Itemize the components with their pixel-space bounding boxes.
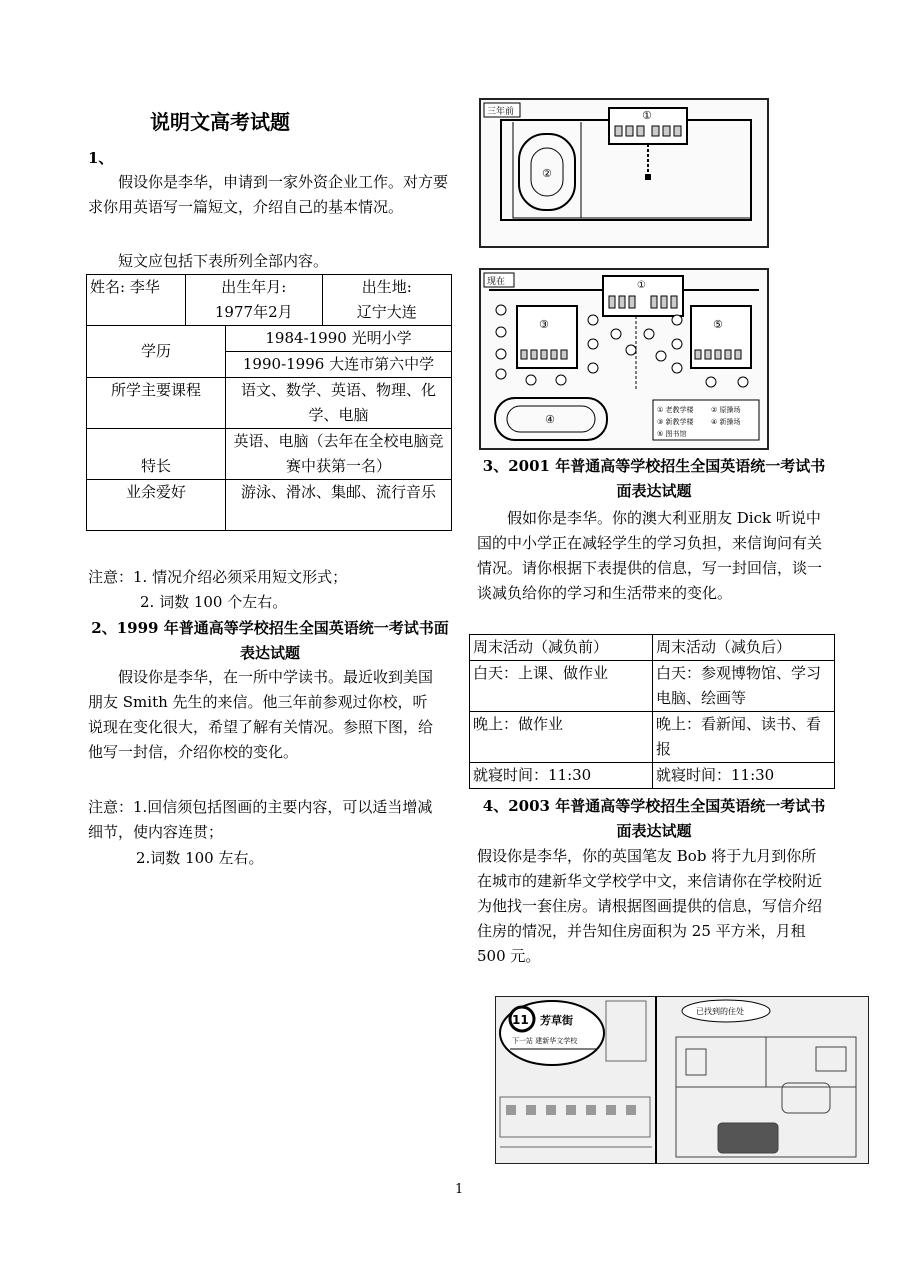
- q3-evening-after: 晚上：看新闻、读书、看报: [653, 712, 835, 763]
- courses-value: 语文、数学、英语、物理、化学、电脑: [225, 378, 451, 429]
- skills-value: 英语、电脑（去年在全校电脑竞赛中获第一名）: [225, 429, 451, 480]
- school-map-now: [479, 268, 769, 450]
- sign-number: 11: [512, 1013, 529, 1027]
- q3-day-after: 白天：参观博物馆、学习电脑、绘画等: [653, 661, 835, 712]
- page-number: 1: [455, 1182, 464, 1197]
- q2-note-2: 2.词数 100 左右。: [136, 849, 264, 867]
- q4-heading: 4、2003 年普通高等学校招生全国英语统一考试书面表达试题: [482, 797, 826, 840]
- legend-3: ③ 新教学楼: [657, 418, 694, 426]
- fig1-mark-2: ②: [542, 167, 552, 180]
- q1-note-1: 注意：1. 情况介绍必须采用短文形式；: [88, 568, 348, 586]
- q1-paragraph: 假设你是李华，申请到一家外资企业工作。对方要求你用英语写一篇短文，介绍自己的基本情况。: [88, 173, 449, 216]
- fig2-mark-1: ①: [637, 280, 646, 291]
- skills-label: 特长: [87, 429, 226, 480]
- birthplace-label: 出生地:: [361, 278, 412, 296]
- housing-illustration-drawing: [496, 997, 868, 1163]
- q1-paragraph-2: 短文应包括下表所列全部内容。: [118, 252, 329, 270]
- school-map-before: [479, 98, 769, 248]
- hobby-label: 业余爱好: [87, 480, 226, 531]
- sign-street: 芳草街: [540, 1014, 573, 1027]
- legend-4: ④ 新操场: [711, 418, 741, 426]
- q3-evening-before: 晚上：做作业: [470, 712, 653, 763]
- q1-number: 1、: [88, 149, 114, 167]
- school-map-now-drawing: [481, 270, 767, 448]
- fig2-mark-4: ④: [545, 413, 555, 426]
- q1-info-table: [86, 274, 452, 531]
- legend-2: ② 原操场: [711, 406, 741, 414]
- fig2-mark-3a: ③: [539, 318, 549, 331]
- legend-1: ① 老教学楼: [657, 406, 694, 414]
- birth-label: 出生年月:: [221, 278, 287, 296]
- legend-5: ⑤ 图书馆: [657, 430, 687, 438]
- q3-activities-table: [469, 634, 835, 789]
- fig1-mark-1: ①: [642, 109, 652, 122]
- name-cell: 姓名: 李华: [87, 275, 186, 326]
- q3-paragraph: 假如你是李华。你的澳大利亚朋友 Dick 听说中国的中小学正在减轻学生的学习负担，来信询问有关情况。请你根据下表提供的信息，写一封回信，谈一谈减负给你的学习和生活带来的变化。: [477, 509, 823, 602]
- sign-next-stop: 下一站 建新华文学校: [512, 1037, 578, 1045]
- fig2-mark-5: ⑤: [713, 318, 723, 331]
- q3-heading: 3、2001 年普通高等学校招生全国英语统一考试书面表达试题: [482, 457, 826, 500]
- q1-note-2: 2. 词数 100 个左右。: [140, 593, 288, 611]
- school-map-before-drawing: [481, 100, 767, 246]
- fig2-label: 现在: [487, 277, 506, 287]
- q2-note-1: 注意：1.回信须包括图画的主要内容，可以适当增减细节，使内容连贯；: [88, 798, 433, 841]
- speech-bubble: 已找到的住处: [696, 1007, 744, 1016]
- page-title: 说明文高考试题: [150, 110, 290, 134]
- birth-value: 1977年2月: [214, 303, 293, 321]
- hobby-value: 游泳、滑冰、集邮、流行音乐: [225, 480, 451, 531]
- q3-header-before: 周末活动（减负前）: [470, 635, 653, 661]
- q2-heading: 2、1999 年普通高等学校招生全国英语统一考试书面表达试题: [91, 619, 449, 662]
- education-2: 1990-1996 大连市第六中学: [225, 352, 451, 378]
- birthplace-cell: [322, 275, 452, 326]
- q4-paragraph: 假设你是李华，你的英国笔友 Bob 将于九月到你所在城市的建新华文学校学中文，来信请你在学校附近为他找一套住房。请根据图画提供的信息，写信介绍住房的情况，并告知住房面积为 25 平方米，月租 500 元。: [477, 847, 823, 965]
- fig1-label: 三年前: [487, 107, 515, 117]
- birth-cell: [186, 275, 323, 326]
- q3-bedtime-before: 就寝时间：11:30: [470, 763, 653, 789]
- q2-paragraph: 假设你是李华，在一所中学读书。最近收到美国朋友 Smith 先生的来信。他三年前参观过你校，听说现在变化很大，希望了解有关情况。参照下图，给他写一封信，介绍你校的变化。: [88, 668, 434, 761]
- courses-label: 所学主要课程: [87, 378, 226, 429]
- q3-header-after: 周末活动（减负后）: [653, 635, 835, 661]
- q3-bedtime-after: 就寝时间：11:30: [653, 763, 835, 789]
- housing-illustration: [495, 996, 869, 1164]
- education-1: 1984-1990 光明小学: [225, 326, 451, 352]
- q3-day-before: 白天：上课、做作业: [470, 661, 653, 712]
- birthplace-value: 辽宁大连: [356, 303, 417, 321]
- education-label: 学历: [87, 326, 226, 378]
